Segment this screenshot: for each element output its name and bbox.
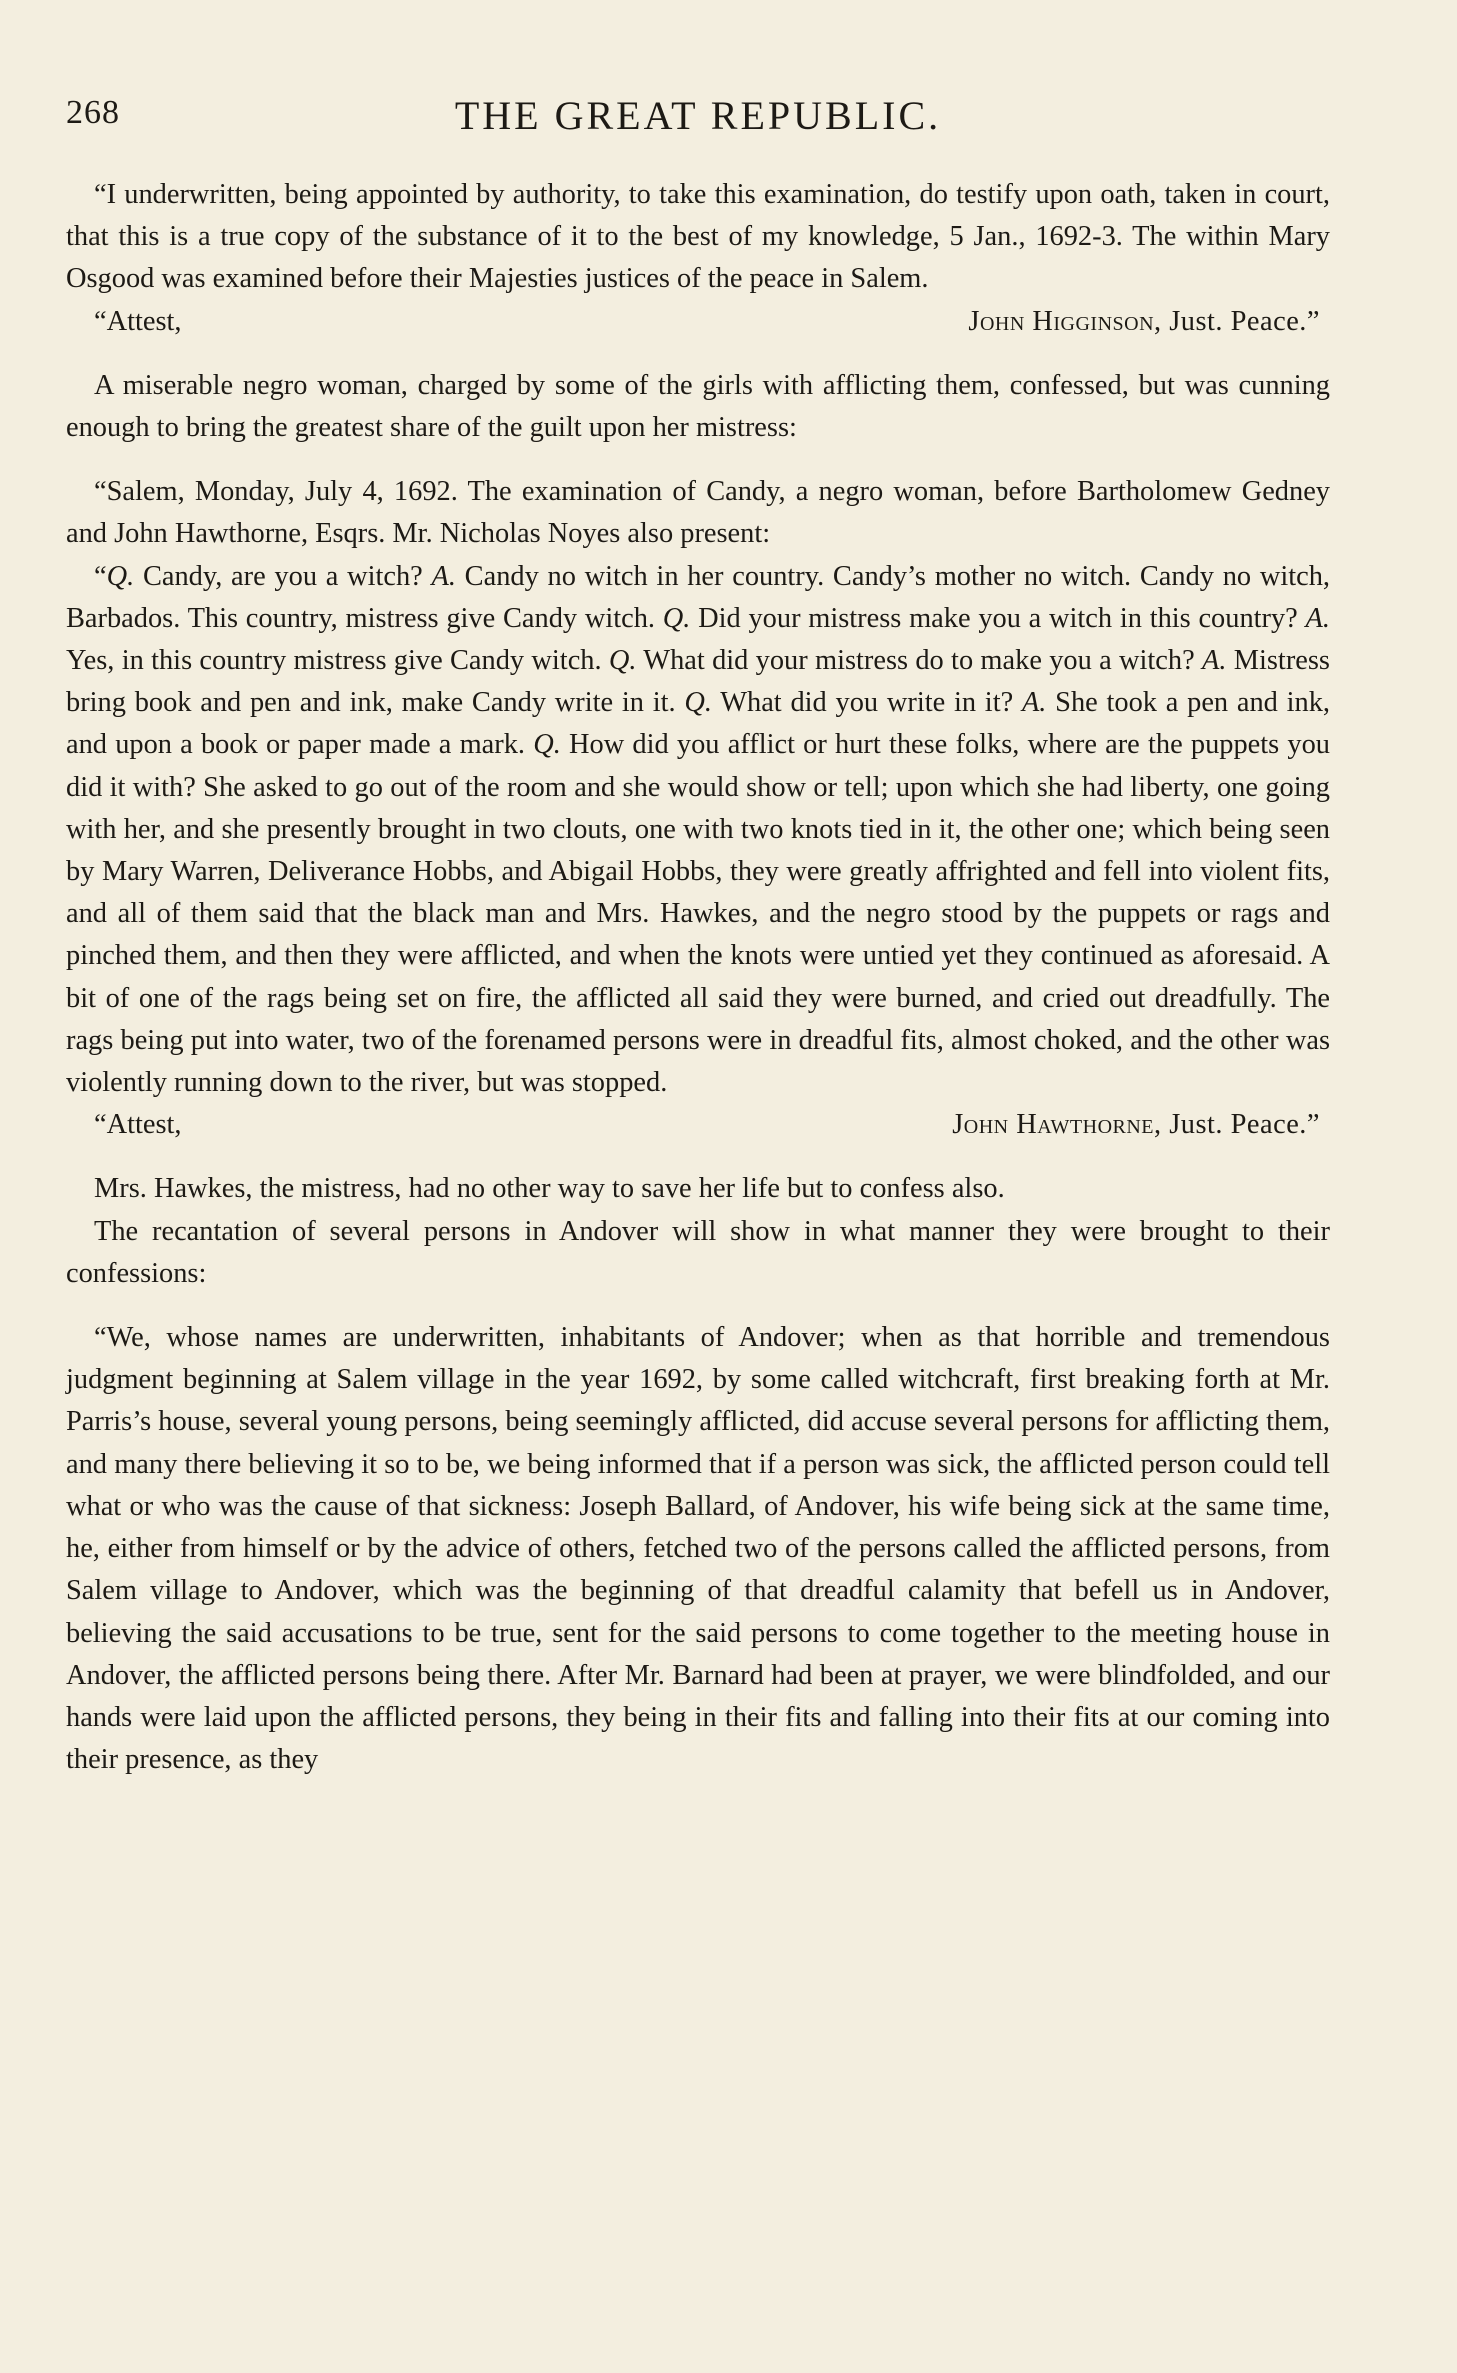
paragraph-recantation-intro: The recantation of several persons in Andover will show in what manner they were brought to their confessions: xyxy=(66,1215,1330,1289)
signer-name: John Higginson xyxy=(968,305,1155,337)
attest-label: “Attest, xyxy=(94,305,182,337)
paragraph-negro-woman: A miserable negro woman, charged by some of the girls with afflicting them, confessed, but was cunning enough to bring the greatest share of the guilt upon her mistress: xyxy=(66,369,1330,444)
paragraph-examination-dialogue: “Q. Candy, are you a witch? A. Candy no witch in her country. Candy’s mother no witch. Candy no witch, Barbados. This country, mistress give Candy witch. Q. Did your mistress make you a witch in this country? A. Yes, in this country mistress give Candy witch. Q. What did your mistress do to make you a witch? A. Mistress bring book and pen and ink, make Candy write in it. Q. What did you write in it? A. She took a pen and ink, and upon a book or paper made a mark. Q. How did you afflict or hurt these folks, where are the puppets you did it with? She asked to go out of the room and she would show or tell; upon which she had liberty, one going with her, and she presently brought in two clouts, one with two knots tied in it, the other one; which being seen by Mary Warren, Deliverance Hobbs, and Abigail Hobbs, they were greatly affrighted and fell into violent fits, and all of them said that the black man and Mrs. Hawkes, and the negro stood by the puppets or rags and pinched them, and then they were afflicted, and when the knots were untied yet they continued as aforesaid. A bit of one of the rags being set on fire, the afflicted all said they were burned, and cried out dreadfully. The rags being put into water, two of the forenamed persons were in dreadful fits, almost choked, and the other was violently running down to the river, but was stopped. xyxy=(66,560,1331,1099)
paragraph-mrs-hawkes: Mrs. Hawkes, the mistress, had no other way to save her life but to confess also. xyxy=(94,1173,1005,1205)
signer-name: John Hawthorne xyxy=(952,1109,1155,1141)
running-title: THE GREAT REPUBLIC. xyxy=(454,93,942,138)
paragraph-oath: “I underwritten, being appointed by authority, to take this examination, do testify upon oath, taken in court, that this is a true copy of the substance of it to the best of my knowledge, 5 Jan., 1692-3. The within Mary Osgood was examined before their Majesties justices of the peace in Salem. xyxy=(66,179,1330,295)
attest-label: “Attest, xyxy=(94,1109,182,1141)
running-head xyxy=(66,88,1330,144)
paragraph-examination-intro: “Salem, Monday, July 4, 1692. The examination of Candy, a negro woman, before Bartholomew Gedney and John Hawthorne, Esqrs. Mr. Nicholas Noyes also present: xyxy=(66,476,1330,550)
attestation-higginson xyxy=(66,301,1330,343)
attestation-hawthorne xyxy=(66,1104,1330,1146)
paragraph-andover-recantation: “We, whose names are underwritten, inhabitants of Andover; when as that horrible and tremendous judgment beginning at Salem village in the year 1692, by some called witchcraft, first breaking forth at Mr. Parris’s house, several young persons, being seemingly afflicted, did accuse several persons for afflicting them, and many there believing it so to be, we being informed that if a person was sick, the afflicted person could tell what or who was the cause of that sickness: Joseph Ballard, of Andover, his wife being sick at the same time, he, either from himself or by the advice of others, fetched two of the persons called the afflicted persons, from Salem village to Andover, which was the beginning of that dreadful calamity that befell us in Andover, believing the said accusations to be true, sent for the said persons to come together to the meeting house in Andover, the afflicted persons being there. After Mr. Barnard had been at prayer, we were blindfolded, and our hands were laid upon the afflicted persons, they being in their fits and falling into their fits at our coming into their presence, as they xyxy=(66,1322,1330,1776)
a-marker: A. xyxy=(1202,645,1227,677)
q-marker: Q. xyxy=(608,645,637,677)
attest-signature xyxy=(968,301,1320,343)
q-marker: Q. xyxy=(684,687,712,719)
attest-signature xyxy=(952,1104,1320,1146)
q-marker: Q. xyxy=(662,602,691,634)
book-page xyxy=(66,88,1330,1781)
q-marker: Q. xyxy=(106,560,135,592)
a-marker: A. xyxy=(1305,602,1330,634)
a-marker: A. xyxy=(1021,687,1047,719)
signer-title: , Just. Peace.” xyxy=(1154,1109,1320,1141)
page-number: 268 xyxy=(66,94,120,131)
q-marker: Q. xyxy=(533,729,561,761)
a-marker: A. xyxy=(431,560,456,592)
signer-title: , Just. Peace.” xyxy=(1154,305,1320,337)
